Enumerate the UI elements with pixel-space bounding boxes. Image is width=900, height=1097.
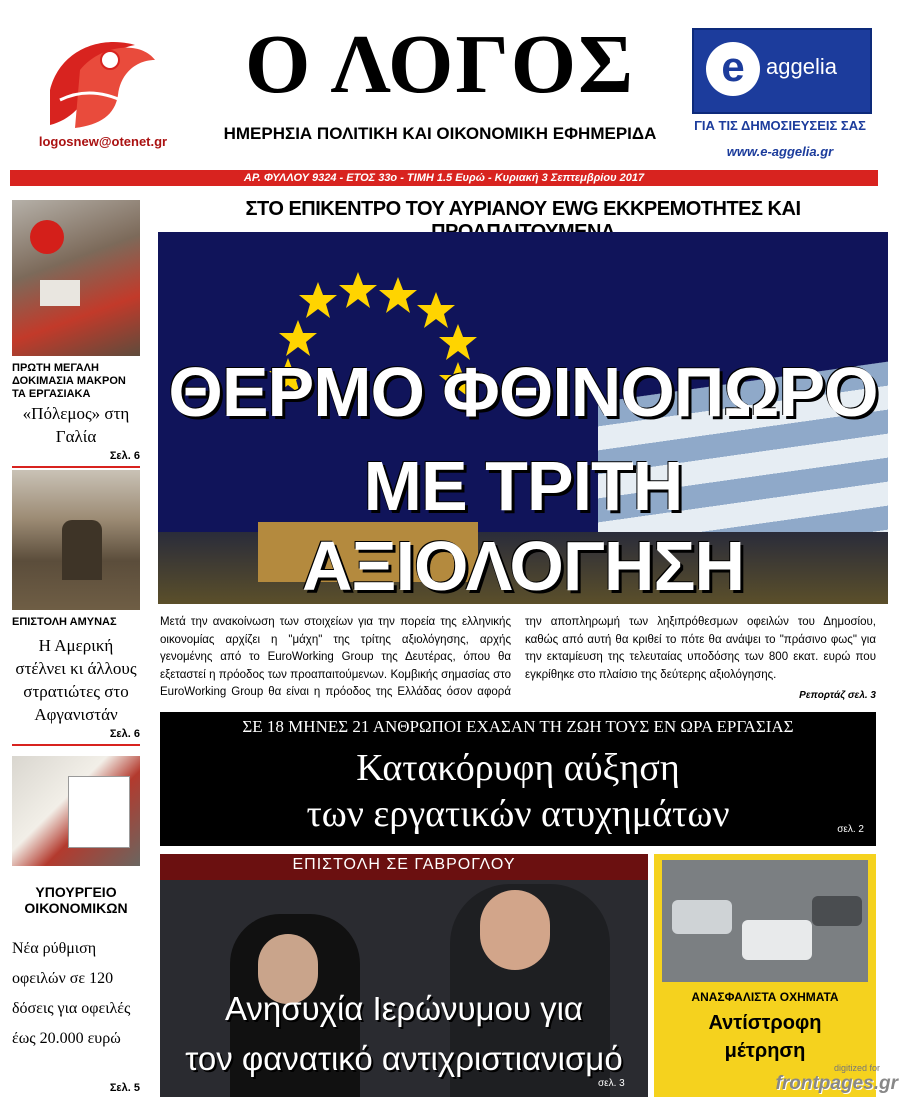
box-kicker: ΑΝΑΣΦΑΛΙΣΤΑ ΟΧΗΜΑΤΑ — [691, 990, 839, 1004]
sidebar-divider — [12, 744, 140, 746]
bottom-page-ref: σελ. 3 — [598, 1078, 625, 1089]
ad-logo-letter: e — [706, 42, 760, 96]
bottom-kicker: ΕΠΙΣΤΟΛΗ ΣΕ ΓΑΒΡΟΓΛΟΥ — [292, 856, 516, 873]
contact-email[interactable]: logosnew@otenet.gr — [38, 134, 168, 149]
ad-url-link[interactable]: www.e-aggelia.gr — [726, 144, 834, 159]
band-kicker: ΣΕ 18 ΜΗΝΕΣ 21 ΑΝΘΡΩΠΟΙ ΕΧΑΣΑΝ ΤΗ ΖΩΗ ΤΟΥΣ ΕΝ ΩΡΑ ΕΡΓΑΣΙΑΣ — [242, 717, 794, 736]
lead-headline-line1[interactable]: ΘΕΡΜΟ ΦΘΙΝΟΠΩΡΟ — [168, 353, 878, 431]
watermark-caption: digitized for — [833, 1063, 880, 1073]
box-headline-line2: μέτρηση — [724, 1040, 806, 1062]
sidebar-kicker-1: ΠΡΩΤΗ ΜΕΓΑΛΗ ΔΟΚΙΜΑΣΙΑ ΜΑΚΡΟΝ ΤΑ ΕΡΓΑΣΙΑΚΑ — [12, 362, 126, 400]
sidebar-photo-soldiers — [12, 470, 140, 610]
eaggelia-ad[interactable] — [692, 28, 872, 114]
lead-kicker: ΣΤΟ ΕΠΙΚΕΝΤΡΟ ΤΟΥ ΑΥΡΙΑΝΟΥ EWG ΕΚΚΡΕΜΟΤΗΤΕΣ ΚΑΙ — [245, 198, 801, 220]
sidebar-page-1: Σελ. 6 — [109, 450, 140, 462]
sidebar-divider — [12, 466, 140, 468]
ad-tagline: ΓΙΑ ΤΙΣ ΔΗΜΟΣΙΕΥΣΕΙΣ ΣΑΣ — [694, 118, 866, 133]
logo-figures-icon — [40, 30, 160, 130]
issue-info-bar: ΑΡ. ΦΥΛΛΟΥ 9324 - ΕΤΟΣ 33ο - ΤΙΜΗ 1.5 Ευρώ - Κυριακή 3 Σεπτεμβρίου 2017 — [10, 170, 878, 186]
bottom-headline-line1[interactable]: Ανησυχία Ιερώνυμου για — [224, 990, 584, 1027]
ad-logo-text: aggelia — [766, 54, 837, 79]
traffic-photo — [662, 860, 868, 982]
sidebar-photo-protest — [12, 200, 140, 356]
sidebar-page-3: Σελ. 5 — [109, 1082, 140, 1094]
masthead-title: Ο ΛΟΓΟΣ — [244, 18, 636, 111]
masthead-subtitle: ΗΜΕΡΗΣΙΑ ΠΟΛΙΤΙΚΗ ΚΑΙ ΟΙΚΟΝΟΜΙΚΗ ΕΦΗΜΕΡΙΔΑ — [223, 124, 657, 143]
bottom-headline-line2[interactable]: τον φανατικό αντιχριστιανισμό — [185, 1040, 623, 1077]
sidebar-page-2: Σελ. 6 — [109, 728, 140, 740]
sidebar-photo-tax-form — [12, 756, 140, 866]
sidebar-headline-3[interactable]: Νέα ρύθμιση οφειλών σε 120 δόσεις για οφειλές έως 20.000 ευρώ — [12, 940, 131, 1047]
sidebar-kicker-2: ΕΠΙΣΤΟΛΗ ΑΜΥΝΑΣ — [12, 616, 117, 628]
band-page-ref: σελ. 2 — [837, 824, 864, 835]
lead-page-ref: Ρεπορτάζ σελ. 3 — [799, 690, 876, 701]
sidebar-kicker-3: ΥΠΟΥΡΓΕΙΟ ΟΙΚΟΝΟΜΙΚΩΝ — [24, 884, 128, 916]
accidents-story-band[interactable] — [160, 712, 876, 846]
watermark: frontpages.gr — [775, 1073, 898, 1094]
lead-headline-line2[interactable]: ΜΕ ΤΡΙΤΗ ΑΞΙΟΛΟΓΗΣΗ — [301, 447, 745, 605]
sidebar-headline-2[interactable]: Η Αμερική στέλνει κι άλλους στρατιώτες στο Αφγανιστάν — [15, 636, 137, 724]
sidebar-headline-1[interactable]: «Πόλεμος» στη Γαλία — [22, 404, 130, 446]
band-headline-line1: Κατακόρυφη αύξηση — [356, 747, 680, 789]
band-headline-line2: των εργατικών ατυχημάτων — [306, 793, 730, 835]
lead-body-text: Μετά την ανακοίνωση των στοιχείων για την πορεία της ελληνικής οικονομίας αρχίζει η "μάχη" της τρίτης αξιολόγησης, αρχής γενομένης από το EuroWorking Group της Δευτέρας, όπου θα εξεταστεί η πρόοδος των προαπαιτούμενων. Κομβικής σημασίας στο EuroWorking Group θα είναι η πρόοδος της Ελλάδας όσον αφορά την αποπληρωμή των ληξιπρόθεσμων οφειλών του Δημοσίου, καθώς από αυτή θα κριθεί το πότε θα ανάψει το "πράσινο φως" για την εκταμίευση της τελευταίας υποδόσης των 800 εκατ. ευρώ που εγκρίθηκε στο πλαίσιο της δεύτερης αξιολόγησης. — [160, 616, 876, 698]
box-headline-line1: Αντίστροφη — [708, 1012, 822, 1034]
